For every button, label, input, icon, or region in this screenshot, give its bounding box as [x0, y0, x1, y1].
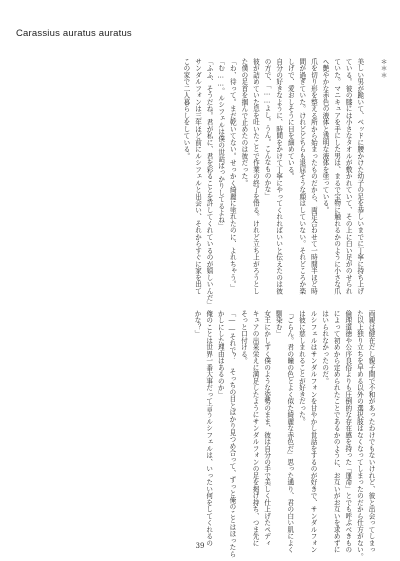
body-text-top-column: ＊＊＊ 美しい男が跪いて、ベッドに腰かけた幼子の足を恭しいまでに丁寧に持ち上げ ている。彼の膝には小さなタオルが敷かれていて、その上に白い足がのせられ ていた。マニキュアを手にした男は、まるで宝物に触れるかのように小さな爪 へ艶やかな赤色の液体と透明な液体を塗っている。 爪を切り形を整える所から始まったものだから、両足合わせて一時間半ほど時 間が過ぎていた。けれどどちらも退屈そうな顔はしていない。それどころか楽 しげで、愛おしそうに目を細めている。 自分の好きなように、時間をかけて丁寧にやってくれればいいと伝えたのは彼 の方で、「……よし。うん。こんなものかな」 彼が詰めていた息を吐いたことで作業の終了を悟る。けれど立ち上がろうとし た僕の足首を掴んで止めたのは彼だった。 「わ、待って。まだ乾いてない。せっかく綺麗に塗れたのに、よれちゃう。」 「む……。ルシフェルは僕の世話ばっかりしてるよね」 「ふふ、そうだね。君が私に、君を彩ることを許してくれているのが嬉しいんだ」 サンダルフォンは三年ほど前にルシフェルと出会い、それからすぐに家を出て この家で二人暮らしをしている。 [181, 58, 387, 308]
page-number: 39 [195, 542, 205, 550]
body-text-bottom-column: 両親は健在だし親子間で不和があったわけでもないけれど、彼と出会ってしまっ た以上独り立ちを早める以外の選択肢はなくなってしまったのだから仕方がない。 倫理道徳や公序良俗よりも圧倒的な存在感を持った「運命」とでも呼ぶべきもの によって初めから定められたことであるかのように、お互いがお互いを求めずに はいられなかったのだ。 ルシフェルはサンダルフォンを甘やかし世話をするのが好きで、サンダルフォン は彼に慈しまれることが好きだった。 「ごらん。君の瞳の色とよく似た綺麗な赤色だ」思った通り、君の白い肌によく 馴染む」 女王にかしずく僕のような姿勢のまま、彼は自分の手で美しく仕上げたペディ キュアの出来栄えに満足したようにサンダルフォンの足を掲げ持ち、つま先に そっと口付ける。 「――それで？ そっちの目とばかり見つめ合って、ずっと俺のことはほったら かしにした理由はあるのか」 俺のことは世界一番大事だって言うルシフェルは、いったい何をしてくれるの かな？」 [193, 310, 375, 560]
running-header: Carassius auratus auratus [16, 28, 132, 39]
